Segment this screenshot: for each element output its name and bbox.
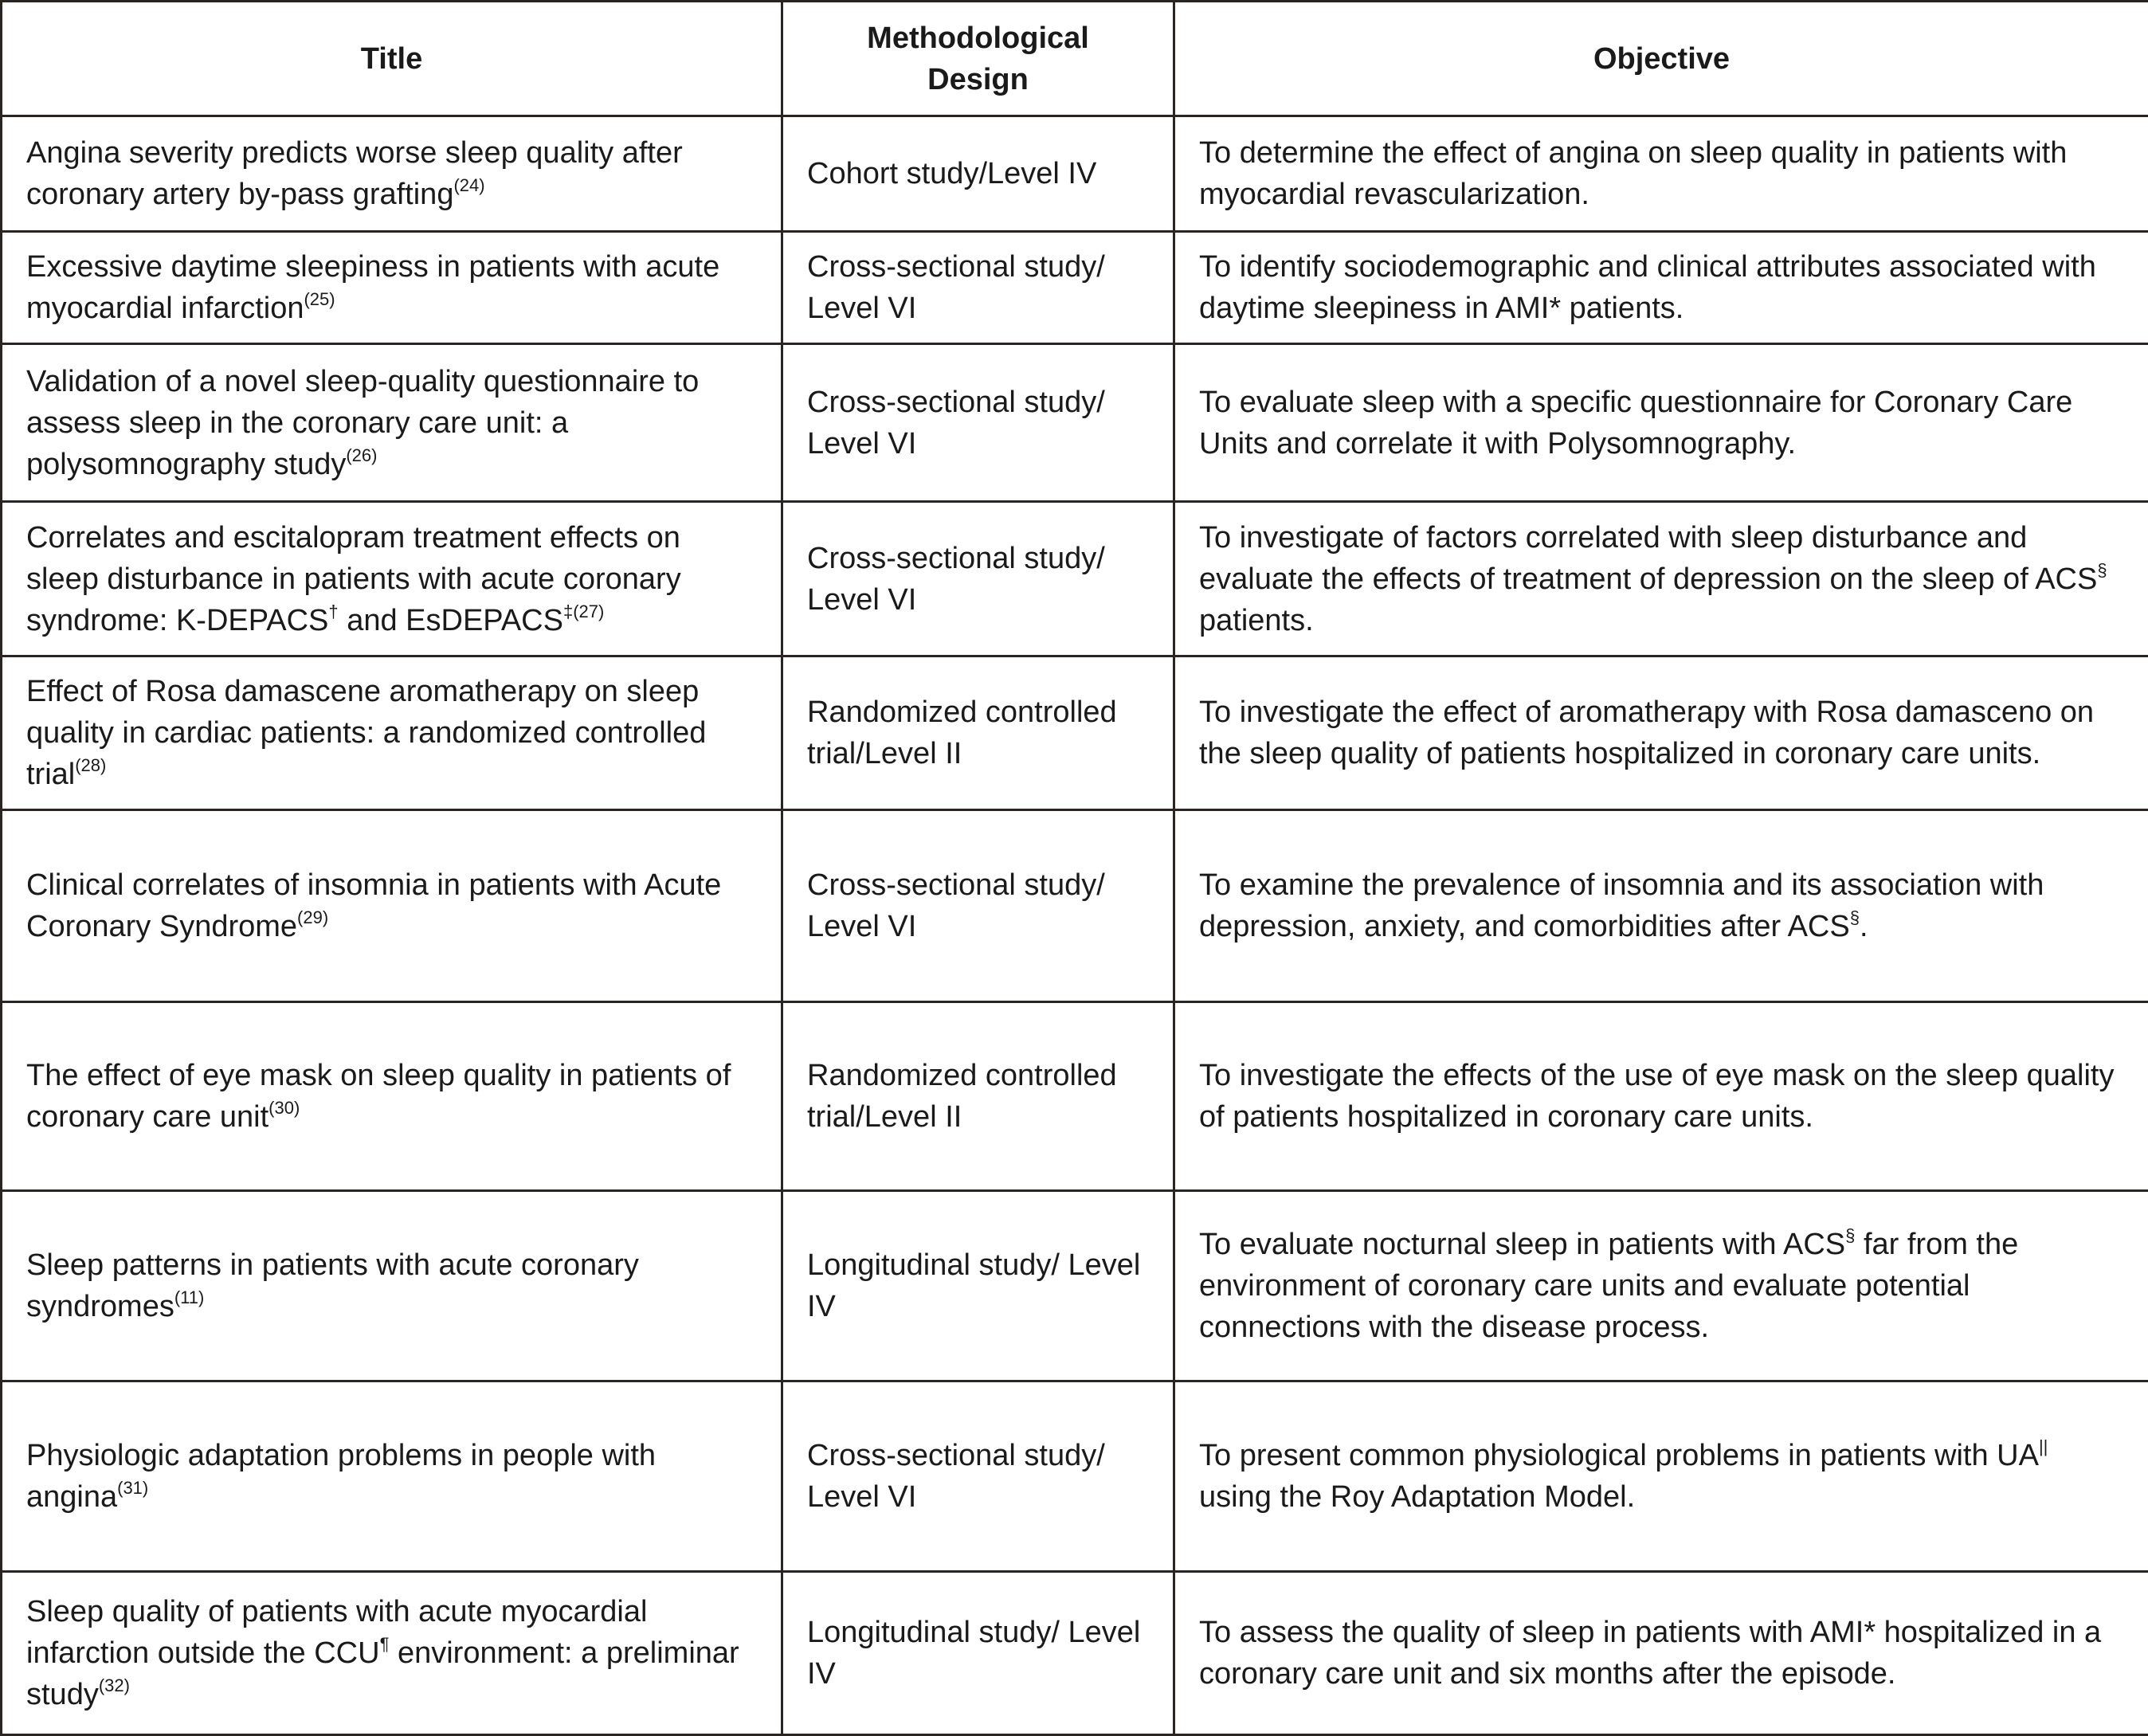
cell-text: Correlates and escitalopram treatment effects on sleep disturbance in patients with acute coronary syndrome: K-DEPACS — [26, 521, 681, 637]
cell-title — [2, 1191, 782, 1381]
cell-objective — [1174, 502, 2148, 656]
cell-text: To assess the quality of sleep in patients with AMI* hospitalized in a coronary care unit and six months after the episode. — [1199, 1616, 2101, 1691]
superscript-note: (25) — [304, 289, 335, 309]
cell-text: To identify sociodemographic and clinical attributes associated with daytime sleepiness in AMI* patients. — [1199, 250, 2096, 325]
cell-title — [2, 1002, 782, 1191]
cell-text: To evaluate sleep with a specific questionnaire for Coronary Care Units and correlate it with Polysomnography. — [1199, 386, 2072, 460]
cell-text: far from the environment of coronary care units and evaluate potential connections with the disease process. — [1199, 1228, 2018, 1344]
header-title: Title — [2, 2, 782, 116]
cell-text: Cross-sectional study/ Level VI — [807, 868, 1105, 943]
cell-design — [782, 810, 1174, 1002]
cell-text: Longitudinal study/ Level IV — [807, 1616, 1140, 1691]
cell-text: The effect of eye mask on sleep quality in patients of coronary care unit — [26, 1059, 731, 1134]
cell-objective — [1174, 344, 2148, 502]
cell-design — [782, 344, 1174, 502]
superscript-note: (30) — [268, 1098, 300, 1118]
superscript-note: (32) — [99, 1675, 130, 1695]
cell-text: To examine the prevalence of insomnia and its association with depression, anxiety, and comorbidities after ACS — [1199, 868, 2044, 943]
cell-text: Validation of a novel sleep-quality questionnaire to assess sleep in the coronary care unit: a polysomnography study — [26, 365, 699, 481]
header-design: Methodological Design — [782, 2, 1174, 116]
superscript-note: § — [1850, 907, 1860, 927]
cell-title — [2, 656, 782, 810]
cell-text: and EsDEPACS — [339, 604, 563, 637]
cell-title — [2, 116, 782, 232]
table-row — [2, 1191, 2148, 1381]
superscript-note: (24) — [453, 175, 484, 195]
cell-text: using the Roy Adaptation Model. — [1199, 1480, 1635, 1514]
table-row — [2, 502, 2148, 656]
cell-objective — [1174, 1191, 2148, 1381]
cell-design — [782, 116, 1174, 232]
cell-objective — [1174, 1381, 2148, 1572]
cell-text: To determine the effect of angina on sleep quality in patients with myocardial revascularization. — [1199, 136, 2067, 211]
cell-text: Cross-sectional study/ Level VI — [807, 250, 1105, 325]
table-row — [2, 232, 2148, 344]
cell-design — [782, 1191, 1174, 1381]
cell-text: Physiologic adaptation problems in people with angina — [26, 1439, 656, 1514]
table-row — [2, 1381, 2148, 1572]
table-row — [2, 1572, 2148, 1735]
cell-text: Excessive daytime sleepiness in patients with acute myocardial infarction — [26, 250, 719, 325]
cell-text: Cross-sectional study/ Level VI — [807, 1439, 1105, 1514]
cell-title — [2, 232, 782, 344]
cell-text: Cohort study/Level IV — [807, 157, 1096, 190]
cell-text: To investigate the effect of aromatherapy with Rosa damasceno on the sleep quality of patients hospitalized in coronary care units. — [1199, 696, 2094, 770]
table-row — [2, 656, 2148, 810]
cell-text: Randomized controlled trial/Level II — [807, 696, 1117, 770]
cell-text: To present common physiological problems in patients with UA — [1199, 1439, 2039, 1472]
cell-objective — [1174, 116, 2148, 232]
cell-text: . — [1860, 910, 1868, 943]
cell-text: Randomized controlled trial/Level II — [807, 1059, 1117, 1134]
cell-text: To evaluate nocturnal sleep in patients with ACS — [1199, 1228, 1845, 1261]
cell-design — [782, 1572, 1174, 1735]
cell-title — [2, 502, 782, 656]
superscript-note: (26) — [346, 445, 377, 465]
superscript-note: (28) — [75, 755, 106, 775]
table-row — [2, 810, 2148, 1002]
cell-title — [2, 1572, 782, 1735]
cell-design — [782, 656, 1174, 810]
cell-design — [782, 1381, 1174, 1572]
cell-text: patients. — [1199, 604, 1314, 637]
cell-title — [2, 1381, 782, 1572]
header-row — [2, 2, 2148, 116]
table-row — [2, 116, 2148, 232]
superscript-note: † — [328, 602, 338, 621]
superscript-note: § — [2097, 560, 2107, 580]
cell-text: Sleep patterns in patients with acute coronary syndromes — [26, 1248, 639, 1323]
cell-text: environment: a preliminar study — [26, 1636, 739, 1711]
cell-title — [2, 810, 782, 1002]
superscript-note: § — [1845, 1225, 1855, 1245]
superscript-note: ‡(27) — [563, 602, 604, 621]
cell-objective — [1174, 810, 2148, 1002]
cell-text: To investigate of factors correlated with sleep disturbance and evaluate the effects of treatment of depression on the sleep of ACS — [1199, 521, 2097, 596]
cell-text: Angina severity predicts worse sleep quality after coronary artery by-pass grafting — [26, 136, 683, 211]
cell-design — [782, 1002, 1174, 1191]
superscript-note: ¶ — [380, 1634, 390, 1654]
cell-objective — [1174, 656, 2148, 810]
cell-text: To investigate the effects of the use of eye mask on the sleep quality of patients hospitalized in coronary care units. — [1199, 1059, 2114, 1134]
header-objective: Objective — [1174, 2, 2148, 116]
cell-design — [782, 232, 1174, 344]
cell-title — [2, 344, 782, 502]
cell-objective — [1174, 1572, 2148, 1735]
cell-design — [782, 502, 1174, 656]
cell-objective — [1174, 232, 2148, 344]
superscript-note: (29) — [297, 907, 328, 927]
superscript-note: (11) — [174, 1287, 205, 1307]
table-row — [2, 344, 2148, 502]
cell-text: Cross-sectional study/ Level VI — [807, 386, 1105, 460]
cell-text: Clinical correlates of insomnia in patients with Acute Coronary Syndrome — [26, 868, 721, 943]
cell-text: Effect of Rosa damascene aromatherapy on sleep quality in cardiac patients: a randomized controlled trial — [26, 675, 706, 791]
superscript-note: (31) — [117, 1478, 148, 1498]
cell-objective — [1174, 1002, 2148, 1191]
cell-text: Sleep quality of patients with acute myocardial infarction outside the CCU — [26, 1595, 647, 1670]
superscript-note: || — [2039, 1436, 2048, 1456]
cell-text: Longitudinal study/ Level IV — [807, 1248, 1140, 1323]
table-row — [2, 1002, 2148, 1191]
cell-text: Cross-sectional study/ Level VI — [807, 542, 1105, 617]
